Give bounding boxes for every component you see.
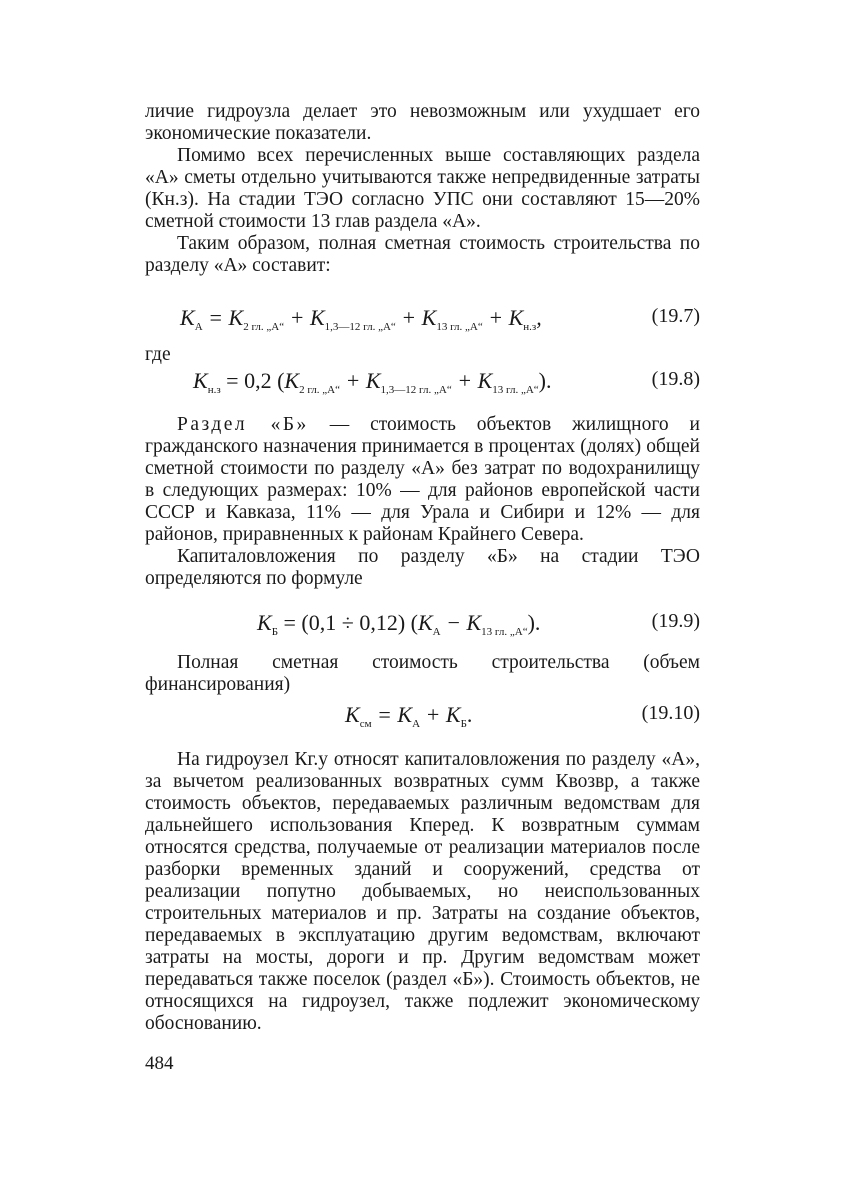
- equation-19-10-expression: $K_{см} = K_А + K_Б$.: [345, 702, 473, 730]
- paragraph-hydro-node-costs: На гидроузел Кг.у относят капиталовложения по разделу «А», за вычетом реализованных возвратных сумм Квозвр, а также стоимость объектов, передаваемых различным ведомствам для дальнейшего использования Кперед. К возвратным суммам относятся средства, получаемые от реализации материалов после разборки временных зданий и сооружений, средства от реализации попутно добываемых, но неиспользованных строительных материалов и пр. Затраты на создание объектов, передаваемых в эксплуатацию другим ведомствам, включают затраты на мосты, дороги и пр. Другим ведомствам может передаваться также поселок (раздел «Б»). Стоимость объектов, не относящихся на гидроузел, также подлежит экономическому обоснованию.: [145, 749, 700, 1034]
- section-b-heading: Раздел «Б»: [177, 414, 309, 435]
- where-label: где: [145, 344, 171, 365]
- equation-19-8: [145, 368, 700, 402]
- section-b-text: — стоимость объектов жилищного и гражданского назначения принимается в процентах (долях) общей сметной стоимости по разделу «А» без затрат по водохранилищу в следующих размерах: 10% — для районов европейской части СССР и Кавказа, 11% — для Урала и Сибири и 12% — для районов, приравненных к районам Крайнего Севера.: [145, 414, 700, 545]
- equation-19-8-expression: $K_{н.з} = 0,2$ $(K_{2 гл. „А“} + K_{1,3—12 гл. „А“} + K_{13 гл. „А“})$.: [193, 368, 552, 396]
- paragraph-financing: Полная сметная стоимость строительства (объем финансирования): [145, 652, 700, 695]
- body-text-middle: [145, 414, 700, 590]
- equation-19-8-number: (19.8): [651, 368, 700, 390]
- paragraph-continuation: личие гидроузла делает это невозможным или ухудшает его экономические показатели.: [145, 101, 700, 144]
- body-text-top: [145, 101, 700, 277]
- body-text-bottom: [145, 749, 700, 1035]
- paragraph-section-b-investment: Капиталовложения по разделу «Б» на стадии ТЭО определяются по формуле: [145, 546, 700, 589]
- equation-19-7-expression: $K_А = K_{2 гл. „А“} + K_{1,3—12 гл. „А“} + K_{13 гл. „А“} + K_{н.з}$,: [180, 305, 542, 333]
- page-number: 484: [145, 1053, 174, 1074]
- equation-19-10: [145, 702, 700, 736]
- paragraph-section-b: [145, 414, 700, 546]
- equation-19-9: [145, 610, 700, 644]
- paragraph-unforeseen-costs: Помимо всех перечисленных выше составляющих раздела «А» сметы отдельно учитываются также непредвиденные затраты (Кн.з). На стадии ТЭО согласно УПС они составляют 15—20% сметной стоимости 13 глав раздела «А».: [145, 145, 700, 232]
- equation-19-9-expression: $K_Б = (0,1 \div 0,12) (K_А - K_{13 гл. „А“})$.: [257, 610, 541, 638]
- paragraph-total-cost-intro: Таким образом, полная сметная стоимость строительства по разделу «А» составит:: [145, 233, 700, 276]
- equation-19-9-number: (19.9): [651, 610, 700, 632]
- equation-19-7-number: (19.7): [651, 305, 700, 327]
- equation-19-10-number: (19.10): [641, 702, 700, 724]
- equation-19-7: [145, 305, 700, 339]
- body-text-financing: [145, 652, 700, 696]
